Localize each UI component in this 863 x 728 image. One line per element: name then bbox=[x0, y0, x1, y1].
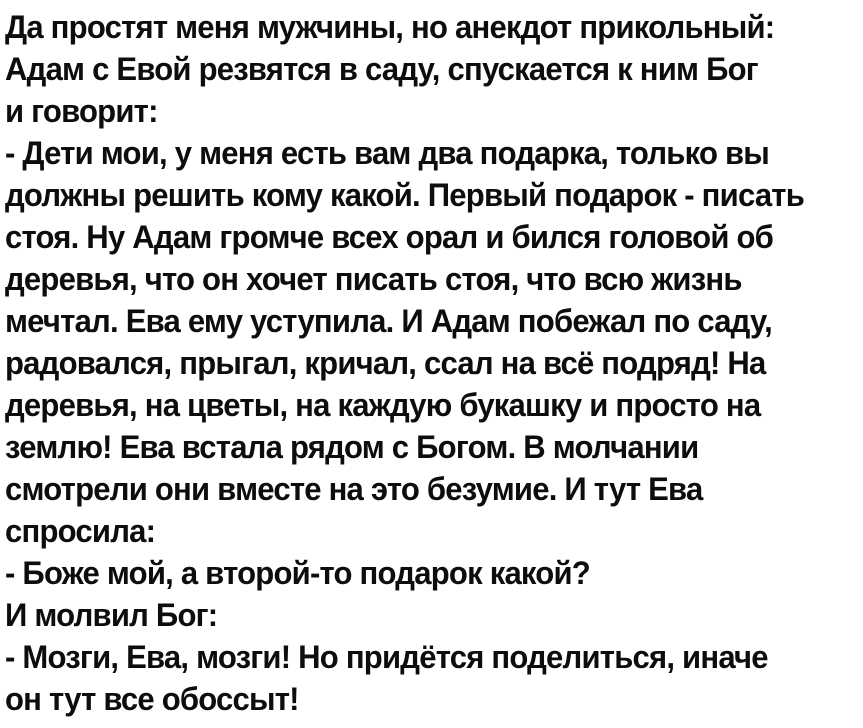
text-line: - Мозги, Ева, мозги! Но придётся поделиться, иначе bbox=[5, 639, 768, 675]
text-line: Адам с Евой резвятся в саду, спускается к ним Бог bbox=[5, 51, 758, 87]
text-line: мечтал. Ева ему уступила. И Адам побежал по саду, bbox=[5, 303, 772, 339]
text-line: деревья, на цветы, на каждую букашку и просто на bbox=[5, 387, 761, 423]
text-line: смотрели они вместе на это безумие. И тут Ева bbox=[5, 471, 703, 507]
text-line: И молвил Бог: bbox=[5, 597, 218, 633]
text-line: землю! Ева встала рядом с Богом. В молчании bbox=[5, 429, 699, 465]
text-line: - Боже мой, а второй-то подарок какой? bbox=[5, 555, 590, 591]
text-line: и говорит: bbox=[5, 93, 158, 129]
text-line: спросила: bbox=[5, 513, 156, 549]
text-line: радовался, прыгал, кричал, ссал на всё подряд! На bbox=[5, 345, 766, 381]
text-line: стоя. Ну Адам громче всех орал и бился головой об bbox=[5, 219, 774, 255]
text-line: - Дети мои, у меня есть вам два подарка, только вы bbox=[5, 135, 770, 171]
text-line: должны решить кому какой. Первый подарок - писать bbox=[5, 177, 805, 213]
text-line: Да простят меня мужчины, но анекдот прикольный: bbox=[5, 9, 775, 45]
text-line: деревья, что он хочет писать стоя, что всю жизнь bbox=[5, 261, 742, 297]
text-line: он тут все обоссыт! bbox=[5, 681, 299, 717]
